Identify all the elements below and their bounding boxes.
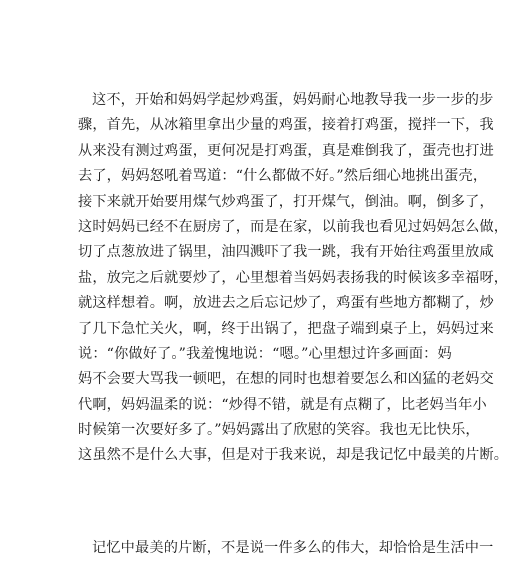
text-line: 去了，妈妈怒吼着骂道：“什么都做不好。”然后细心地挑出蛋壳， bbox=[78, 168, 488, 185]
text-line: 这虽然不是什么大事，但是对于我来说，却是我记忆中最美的片断。 bbox=[78, 447, 508, 464]
text-line: 切了点葱放进了锅里，油四溅吓了我一跳，我有开始往鸡蛋里放咸 bbox=[78, 244, 494, 261]
text-line: 这不，开始和妈妈学起炒鸡蛋，妈妈耐心地教导我一步一步的步 bbox=[92, 92, 494, 108]
paragraph-story bbox=[78, 88, 508, 469]
text-line: 骤，首先，从冰箱里拿出少量的鸡蛋，接着打鸡蛋，搅拌一下，我 bbox=[78, 117, 494, 134]
text-line: 记忆中最美的片断，不是说一件多么的伟大，却恰恰是生活中一 bbox=[92, 540, 494, 556]
paragraph-conclusion bbox=[78, 536, 494, 561]
text-line: 接下来就开始要用煤气炒鸡蛋了，打开煤气，倒油。啊，倒多了， bbox=[78, 193, 494, 210]
text-line: 说：“你做好了。”我羞愧地说：“嗯。”心里想过许多画面：妈 bbox=[78, 345, 452, 362]
text-line: 就这样想着。啊，放进去之后忘记炒了，鸡蛋有些地方都糊了，炒 bbox=[78, 295, 494, 312]
text-line: 从来没有测过鸡蛋，更何况是打鸡蛋，真是难倒我了，蛋壳也打进 bbox=[78, 142, 494, 159]
text-line: 时候第一次要好多了。”妈妈露出了欣慰的笑容。我也无比快乐， bbox=[78, 422, 480, 439]
text-line: 代啊，妈妈温柔的说：“炒得不错，就是有点糊了，比老妈当年小 bbox=[78, 396, 487, 413]
text-line: 了几下急忙关火，啊，终于出锅了，把盘子端到桌子上，妈妈过来 bbox=[78, 320, 494, 337]
text-line: 盐，放完之后就要炒了，心里想着当妈妈表扬我的时候该多幸福呀， bbox=[78, 269, 508, 286]
text-line: 妈不会要大骂我一顿吧，在想的同时也想着要怎么和凶猛的老妈交 bbox=[78, 371, 494, 388]
text-line: 这时妈妈已经不在厨房了，而是在家，以前我也看见过妈妈怎么做， bbox=[78, 218, 508, 235]
